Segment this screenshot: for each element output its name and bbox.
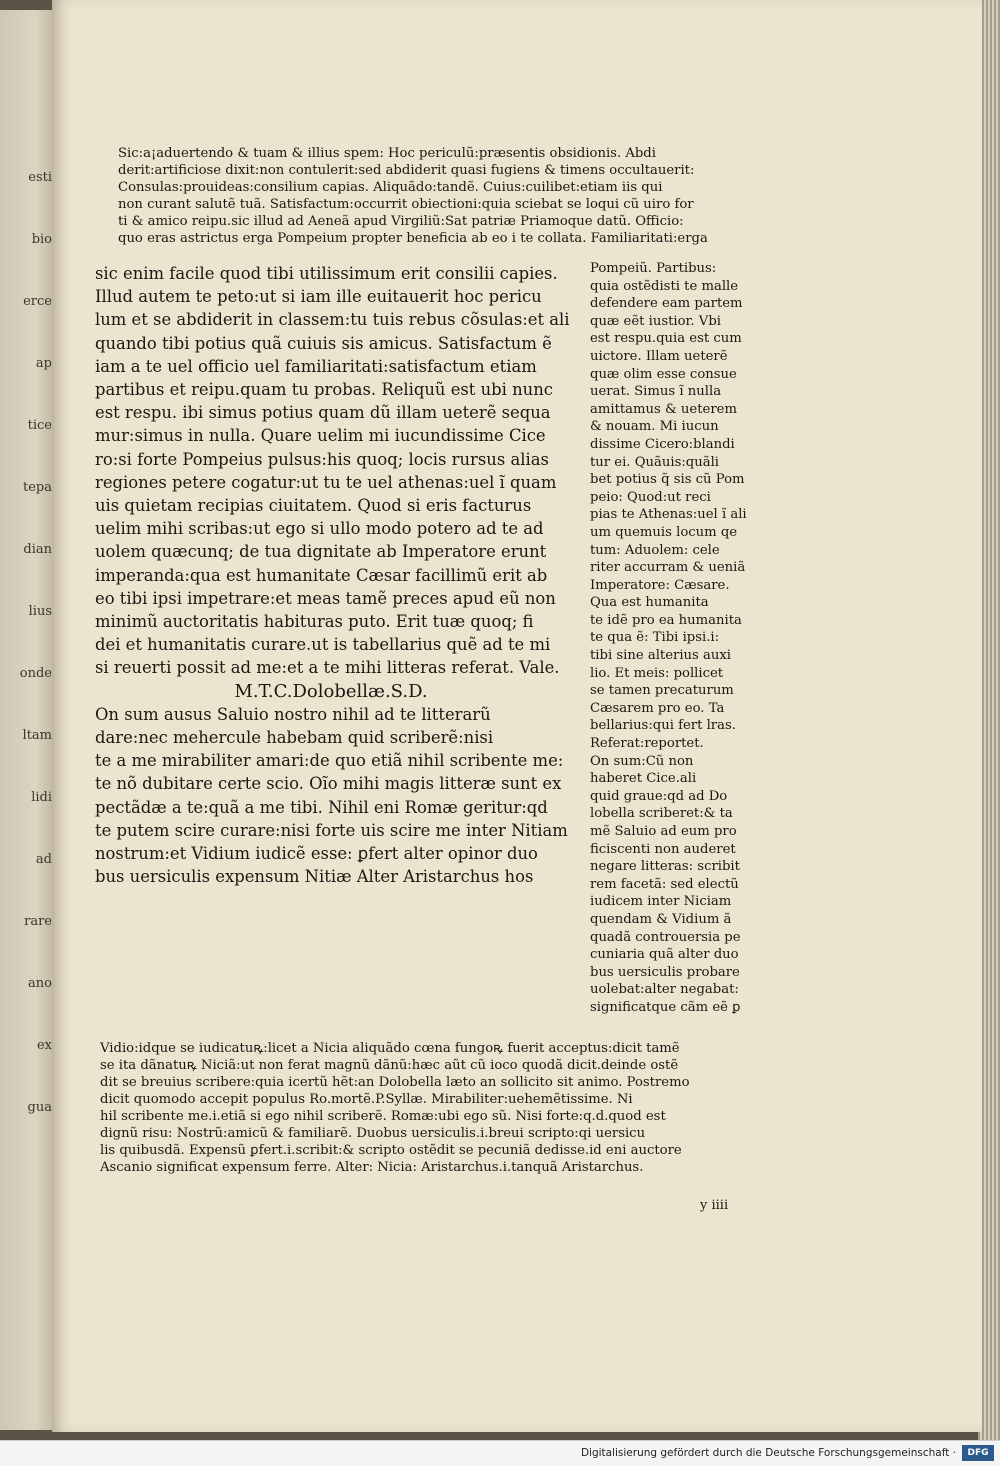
- margin-line: Cæsarem pro eo. Ta: [590, 700, 725, 716]
- commentary-top: [118, 145, 778, 247]
- signature-mark: y iiii: [700, 1198, 729, 1213]
- commentary-line: hil scribente me.i.etiã si ego nihil scriberẽ. Romæ:ubi ego sũ. Nisi forte:q.d.quod est: [100, 1109, 666, 1124]
- facing-page-fragment: ano: [28, 976, 52, 991]
- margin-line: Referat:reportet.: [590, 736, 704, 752]
- text-line: te nõ dubitare certe scio. Oĩo mihi magis litteræ sunt ex: [95, 774, 562, 794]
- margin-line: riter accurram & ueniã: [590, 560, 746, 576]
- margin-line: est respu.quia est cum: [590, 331, 742, 347]
- margin-line: te idẽ pro ea humanita: [590, 612, 742, 628]
- commentary-line: quo eras astrictus erga Pompeium propter beneficia ab eo i te collata. Familiaritati:erga: [118, 231, 708, 246]
- facing-page-fragment: onde: [19, 666, 52, 681]
- text-line: eo tibi ipsi impetrare:et meas tamẽ preces apud eũ non: [95, 588, 556, 608]
- margin-line: Qua est humanita: [590, 595, 709, 611]
- footer-bar: [0, 1440, 1000, 1466]
- margin-line: tibi sine alterius auxi: [590, 648, 732, 664]
- text-line: iam a te uel officio uel familiaritati:satisfactum etiam: [95, 356, 537, 376]
- main-text-block: [95, 262, 570, 888]
- margin-line: bellarius:qui fert lras.: [590, 718, 736, 734]
- margin-line: amittamus & ueterem: [590, 401, 737, 417]
- facing-page-fragment: lius: [28, 604, 52, 619]
- facing-page-fragment: ex: [36, 1038, 52, 1053]
- margin-line: bus uersiculis probare: [590, 964, 740, 980]
- commentary-line: non curant salutẽ tuã. Satisfactum:occurrit obiectioni:quia sciebat se loqui cũ uiro for: [118, 197, 694, 212]
- dfg-logo: DFG: [962, 1445, 994, 1461]
- text-line: On sum ausus Saluio nostro nihil ad te litterarũ: [95, 704, 491, 724]
- text-line: te a me mirabiliter amari:de quo etiã nihil scribente me:: [95, 751, 564, 771]
- text-line: quando tibi potius quã cuiuis sis amicus. Satisfactum ẽ: [95, 333, 552, 353]
- letter-heading: M.T.C.Dolobellæ.S.D.: [234, 680, 428, 702]
- text-line: minimũ auctoritatis habituras puto. Erit tuæ quoq; fi: [95, 612, 534, 632]
- margin-line: tur ei. Quãuis:quãli: [590, 454, 720, 470]
- margin-line: rem facetã: sed electũ: [590, 876, 739, 892]
- facing-page-fragment: tepa: [23, 480, 52, 495]
- commentary-line: lis quibusdã. Expensũ ꝑfert.i.scribit:& scripto ostẽdit se pecuniã dedisse.id eni auctore: [100, 1143, 682, 1158]
- text-line: uelim mihi scribas:ut ego si ullo modo potero ad te ad: [95, 519, 544, 539]
- commentary-line: Consulas:prouideas:consilium capias. Aliquãdo:tandẽ. Cuius:cuilibet:etiam iis qui: [118, 180, 663, 195]
- marginal-commentary: [590, 260, 800, 1017]
- text-line: si reuerti possit ad me:et a te mihi litteras referat. Vale.: [95, 658, 560, 678]
- text-line: mur:simus in nulla. Quare uelim mi iucundissime Cice: [95, 426, 546, 446]
- margin-line: quæ olim esse consue: [590, 366, 737, 382]
- commentary-line: Ascanio significat expensum ferre. Alter: Nicia: Aristarchus.i.tanquã Aristarchus.: [100, 1160, 644, 1175]
- margin-line: lobella scriberet:& ta: [590, 806, 733, 822]
- facing-page-fragment: gua: [27, 1100, 52, 1115]
- margin-line: haberet Cice.ali: [590, 771, 697, 787]
- commentary-line: dicit quomodo accepit populus Ro.mortẽ.P.Syllæ. Mirabiliter:uehemẽtissime. Ni: [100, 1092, 633, 1107]
- margin-line: um quemuis locum qe: [590, 524, 738, 540]
- margin-line: cuniaria quã alter duo: [590, 947, 739, 963]
- margin-line: mẽ Saluio ad eum pro: [590, 824, 737, 839]
- text-line: uis quietam recipias ciuitatem. Quod si eris facturus: [95, 496, 532, 516]
- margin-line: uerat. Simus ĩ nulla: [590, 384, 722, 400]
- text-line: sic enim facile quod tibi utilissimum erit consilii capies.: [95, 264, 558, 283]
- margin-line: pias te Athenas:uel ĩ ali: [590, 507, 747, 523]
- facing-page-edge: [0, 10, 58, 1430]
- text-line: regiones petere cogatur:ut tu te uel athenas:uel ĩ quam: [95, 472, 557, 492]
- margin-line: tum: Aduolem: cele: [590, 542, 720, 558]
- text-line: bus uersiculis expensum Nitiæ Alter Aristarchus hos: [95, 867, 534, 887]
- letter-text-lines: [95, 703, 567, 889]
- margin-line: quæ eẽt iustior. Vbi: [590, 313, 721, 329]
- margin-line: defendere eam partem: [590, 296, 743, 312]
- footer-credit: Digitalisierung gefördert durch die Deutsche Forschungsgemeinschaft ·: [580, 1447, 956, 1459]
- margin-line: quendam & Vidium ã: [590, 911, 732, 927]
- margin-line: significatque cãm eẽ ꝑ: [590, 999, 741, 1015]
- margin-line: peio: Quod:ut reci: [590, 489, 711, 505]
- commentary-line: Sic:a¡aduertendo & tuam & illius spem: Hoc periculũ:præsentis obsidionis. Abdi: [118, 146, 656, 161]
- margin-line: iudicem inter Niciam: [590, 894, 732, 910]
- margin-line: & nouam. Mi iucun: [590, 419, 719, 435]
- facing-page-fragment: lidi: [31, 790, 52, 805]
- text-line: lum et se abdiderit in classem:tu tuis rebus cõsulas:et ali: [95, 310, 570, 330]
- commentary-line: dit se breuius scribere:quia icertũ hẽt:an Dolobella læto an sollicito sit animo. Postremo: [100, 1075, 690, 1090]
- margin-line: uictore. Illam ueterẽ: [590, 348, 728, 364]
- margin-line: ficiscenti non auderet: [590, 841, 736, 857]
- margin-line: bet potius q̃ sis cũ Pom: [590, 472, 745, 488]
- text-line: Illud autem te peto:ut si iam ille euitauerit hoc pericu: [95, 287, 542, 307]
- margin-line: dissime Cicero:blandi: [590, 436, 735, 452]
- margin-line: lio. Et meis: pollicet: [590, 665, 724, 681]
- text-line: ro:si forte Pompeius pulsus:his quoq; locis rursus alias: [95, 449, 549, 469]
- margin-line: quadã controuersia pe: [590, 929, 741, 945]
- margin-line: On sum:Cũ non: [590, 753, 694, 769]
- margin-line: negare litteras: scribit: [590, 859, 740, 875]
- margin-line: quia ostẽdisti te malle: [590, 278, 739, 294]
- facing-page-fragment: rare: [24, 914, 52, 929]
- text-line: imperanda:qua est humanitate Cæsar facillimũ erit ab: [95, 565, 548, 585]
- facing-page-fragment: bio: [31, 232, 52, 247]
- text-line: dare:nec mehercule habebam quid scriberẽ:nisi: [95, 728, 494, 748]
- facing-page-fragment: tice: [27, 418, 52, 433]
- margin-line: se tamen precaturum: [590, 683, 734, 699]
- margin-line: Pompeiũ. Partibus:: [590, 261, 717, 276]
- margin-line: Imperatore: Cæsare.: [590, 577, 730, 593]
- commentary-line: ti & amico reipu.sic illud ad Aeneã apud Virgiliũ:Sat patriæ Priamoque datũ. Officio:: [118, 214, 684, 229]
- facing-page-fragment: ltam: [22, 728, 52, 743]
- facing-page-fragment: ap: [35, 356, 52, 371]
- commentary-line: dignũ risu: Nostrũ:amicũ & familiarẽ. Duobus uersiculis.i.breui scripto:qi uersicu: [100, 1126, 646, 1141]
- commentary-line: se ita dãnatuꝶ Niciã:ut non ferat magnũ dãnũ:hæc aũt cũ ioco quodã dicit.deinde ostẽ: [100, 1058, 679, 1073]
- margin-line: te qua ẽ: Tibi ipsi.i:: [590, 630, 720, 646]
- main-text-lines: [95, 262, 570, 680]
- facing-page-fragment: esti: [28, 170, 52, 185]
- margin-line: quid graue:qd ad Do: [590, 788, 728, 804]
- margin-line: uolebat:alter negabat:: [590, 982, 739, 998]
- text-line: dei et humanitatis curare.ut is tabellarius quẽ ad te mi: [95, 635, 551, 655]
- text-line: uolem quæcunq; de tua dignitate ab Imperatore erunt: [95, 542, 547, 562]
- text-line: partibus et reipu.quam tu probas. Reliquũ est ubi nunc: [95, 380, 553, 400]
- facing-page-fragment: dian: [23, 542, 52, 557]
- commentary-line: derit:artificiose dixit:non contulerit:sed abdiderit quasi fugiens & timens occultauerit:: [118, 163, 695, 178]
- text-line: nostrum:et Vidium iudicẽ esse: ꝑfert alter opinor duo: [95, 844, 538, 864]
- facing-page-fragment: ad: [35, 852, 52, 867]
- text-line: est respu. ibi simus potius quam dũ illam ueterẽ sequa: [95, 403, 551, 423]
- facing-page-fragment: erce: [23, 294, 52, 309]
- text-line: te putem scire curare:nisi forte uis scire me inter Nitiam: [95, 820, 568, 840]
- text-line: pectãdæ a te:quã a me tibi. Nihil eni Romæ geritur:qd: [95, 797, 548, 817]
- commentary-bottom: [100, 1040, 780, 1176]
- commentary-line: Vidio:idque se iudicatuꝶ:licet a Nicia aliquãdo cœna fungoꝶ fuerit acceptus:dicit tamẽ: [100, 1041, 680, 1056]
